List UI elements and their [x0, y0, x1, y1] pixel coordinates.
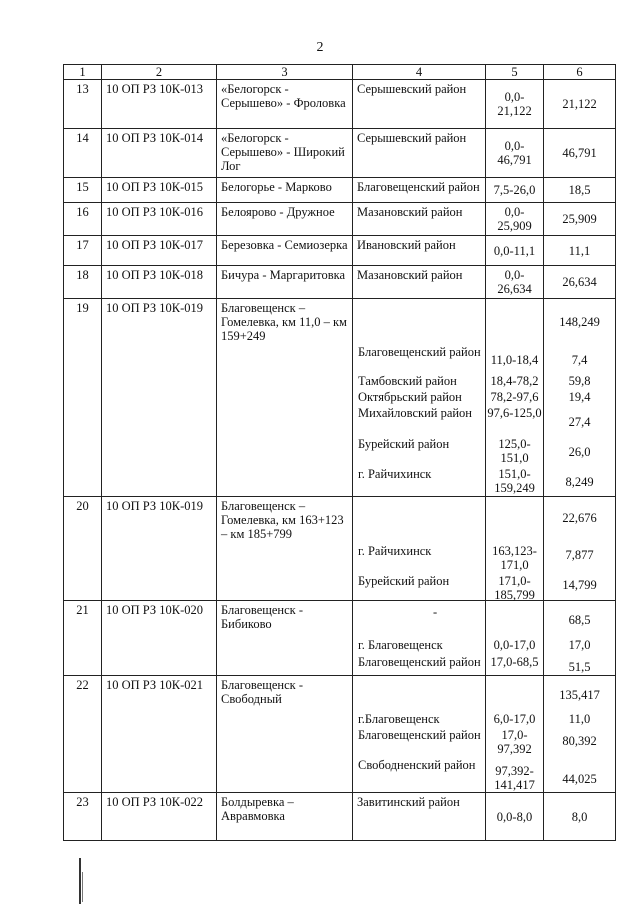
table-row [64, 676, 616, 793]
segment-district: г. Райчихинск [358, 544, 432, 558]
segment-km-range: 0,0-17,0 [493, 638, 536, 652]
segment-length: 27,4 [568, 415, 591, 429]
km-range-list [486, 299, 544, 497]
segment-km-range: 151,0-159,249 [494, 467, 535, 495]
segment-km-range: 97,392-141,417 [494, 764, 535, 792]
segment-length: 8,249 [565, 475, 594, 489]
table-row [64, 80, 616, 129]
total-length: 135,417 [559, 688, 600, 702]
row-number: 21 [64, 601, 102, 676]
road-code: 10 ОП РЗ 10К-022 [102, 793, 217, 841]
road-code: 10 ОП РЗ 10К-021 [102, 676, 217, 793]
road-code: 10 ОП РЗ 10К-018 [102, 266, 217, 299]
table-row [64, 266, 616, 299]
km-range: 0,0-8,0 [486, 793, 544, 841]
road-register-table [63, 64, 616, 841]
road-code: 10 ОП РЗ 10К-019 [102, 299, 217, 497]
table-row [64, 129, 616, 178]
segment-length: 7,877 [565, 548, 594, 562]
total-length: 68,5 [568, 613, 591, 627]
row-number: 16 [64, 203, 102, 236]
district: Мазановский район [353, 203, 486, 236]
header-row [64, 65, 616, 80]
row-number: 14 [64, 129, 102, 178]
road-length: 11,1 [544, 236, 616, 266]
district-list [353, 676, 486, 793]
table-row [64, 497, 616, 601]
segment-district: г. Райчихинск [358, 467, 432, 481]
row-number: 23 [64, 793, 102, 841]
row-number: 19 [64, 299, 102, 497]
road-length: 18,5 [544, 178, 616, 203]
road-length: 25,909 [544, 203, 616, 236]
header-col-5: 5 [486, 65, 544, 80]
district: Серышевский район [353, 80, 486, 129]
segment-km-range: 97,6-125,0 [487, 406, 542, 420]
segment-length: 17,0 [568, 638, 591, 652]
page-number: 2 [316, 40, 324, 55]
district-list [353, 497, 486, 601]
header-col-2: 2 [102, 65, 217, 80]
road-name: Благовещенск – Гомелевка, км 11,0 – км 159+249 [217, 299, 353, 497]
segment-length: 11,0 [568, 712, 591, 726]
segment-district: Бурейский район [358, 437, 450, 451]
district: Завитинский район [353, 793, 486, 841]
district-list [353, 299, 486, 497]
row-number: 20 [64, 497, 102, 601]
segment-km-range: 18,4-78,2 [490, 374, 539, 388]
segment-district: г.Благовещенск [358, 712, 440, 726]
road-name: «Белогорск - Серышево» - Фроловка [217, 80, 353, 129]
total-length: 148,249 [559, 315, 600, 329]
table-row [64, 601, 616, 676]
road-length-list [544, 299, 616, 497]
segment-km-range: 125,0-151,0 [498, 437, 531, 465]
segment-length: 80,392 [562, 734, 597, 748]
row-number: 18 [64, 266, 102, 299]
header-col-4: 4 [353, 65, 486, 80]
segment-district: Октябрьский район [358, 390, 462, 404]
segment-length: 7,4 [571, 353, 588, 367]
header-col-3: 3 [217, 65, 353, 80]
header-col-6: 6 [544, 65, 616, 80]
table-row [64, 793, 616, 841]
road-length: 46,791 [544, 129, 616, 178]
dash-mark: - [433, 605, 438, 619]
segment-km-range: 17,0-68,5 [490, 655, 539, 669]
road-code: 10 ОП РЗ 10К-017 [102, 236, 217, 266]
table-row [64, 203, 616, 236]
segment-length: 26,0 [568, 445, 591, 459]
district: Благовещенский район [353, 178, 486, 203]
segment-km-range: 171,0-185,799 [494, 574, 535, 602]
segment-district: г. Благовещенск [358, 638, 443, 652]
road-length-list [544, 497, 616, 601]
road-name: «Белогорск - Серышево» - Широкий Лог [217, 129, 353, 178]
road-code: 10 ОП РЗ 10К-013 [102, 80, 217, 129]
road-length-list [544, 601, 616, 676]
road-name: Благовещенск - Бибиково [217, 601, 353, 676]
road-name: Благовещенск – Гомелевка, км 163+123 – км 185+799 [217, 497, 353, 601]
district: Мазановский район [353, 266, 486, 299]
km-range: 0,0-46,791 [486, 129, 544, 178]
segment-district: Благовещенский район [358, 728, 481, 742]
segment-length: 59,8 [568, 374, 591, 388]
table-row [64, 178, 616, 203]
segment-district: Михайловский район [358, 406, 472, 420]
road-name: Белоярово - Дружное [217, 203, 353, 236]
road-code: 10 ОП РЗ 10К-015 [102, 178, 217, 203]
road-name: Болдыревка – Авравмовка [217, 793, 353, 841]
district: Серышевский район [353, 129, 486, 178]
segment-district: Благовещенский район [358, 345, 481, 359]
row-number: 22 [64, 676, 102, 793]
road-length: 26,634 [544, 266, 616, 299]
segment-km-range: 11,0-18,4 [490, 353, 539, 367]
total-length: 22,676 [562, 511, 597, 525]
margin-mark [82, 872, 83, 902]
road-code: 10 ОП РЗ 10К-016 [102, 203, 217, 236]
row-number: 13 [64, 80, 102, 129]
km-range-list [486, 601, 544, 676]
km-range: 0,0-21,122 [486, 80, 544, 129]
segment-km-range: 17,0-97,392 [497, 728, 532, 756]
header-col-1: 1 [64, 65, 102, 80]
road-code: 10 ОП РЗ 10К-020 [102, 601, 217, 676]
segment-km-range: 163,123-171,0 [492, 544, 537, 572]
km-range: 0,0-26,634 [486, 266, 544, 299]
segment-length: 14,799 [562, 578, 597, 592]
segment-district: Тамбовский район [358, 374, 457, 388]
margin-mark [79, 858, 81, 904]
segment-district: Свободненский район [358, 758, 476, 772]
road-name: Белогорье - Марково [217, 178, 353, 203]
row-number: 17 [64, 236, 102, 266]
km-range: 7,5-26,0 [486, 178, 544, 203]
km-range-list [486, 676, 544, 793]
segment-length: 44,025 [562, 772, 597, 786]
km-range: 0,0-25,909 [486, 203, 544, 236]
table-row [64, 299, 616, 497]
segment-length: 19,4 [568, 390, 591, 404]
road-length: 8,0 [544, 793, 616, 841]
segment-district: Бурейский район [358, 574, 450, 588]
road-code: 10 ОП РЗ 10К-019 [102, 497, 217, 601]
segment-length: 51,5 [568, 660, 591, 674]
segment-km-range: 78,2-97,6 [490, 390, 539, 404]
row-number: 15 [64, 178, 102, 203]
km-range: 0,0-11,1 [486, 236, 544, 266]
district: Ивановский район [353, 236, 486, 266]
road-name: Березовка - Семиозерка [217, 236, 353, 266]
road-name: Бичура - Маргаритовка [217, 266, 353, 299]
road-length: 21,122 [544, 80, 616, 129]
table-row [64, 236, 616, 266]
district-list [353, 601, 486, 676]
segment-district: Благовещенский район [358, 655, 481, 669]
road-code: 10 ОП РЗ 10К-014 [102, 129, 217, 178]
segment-km-range: 6,0-17,0 [493, 712, 536, 726]
road-length-list [544, 676, 616, 793]
road-name: Благовещенск - Свободный [217, 676, 353, 793]
km-range-list [486, 497, 544, 601]
